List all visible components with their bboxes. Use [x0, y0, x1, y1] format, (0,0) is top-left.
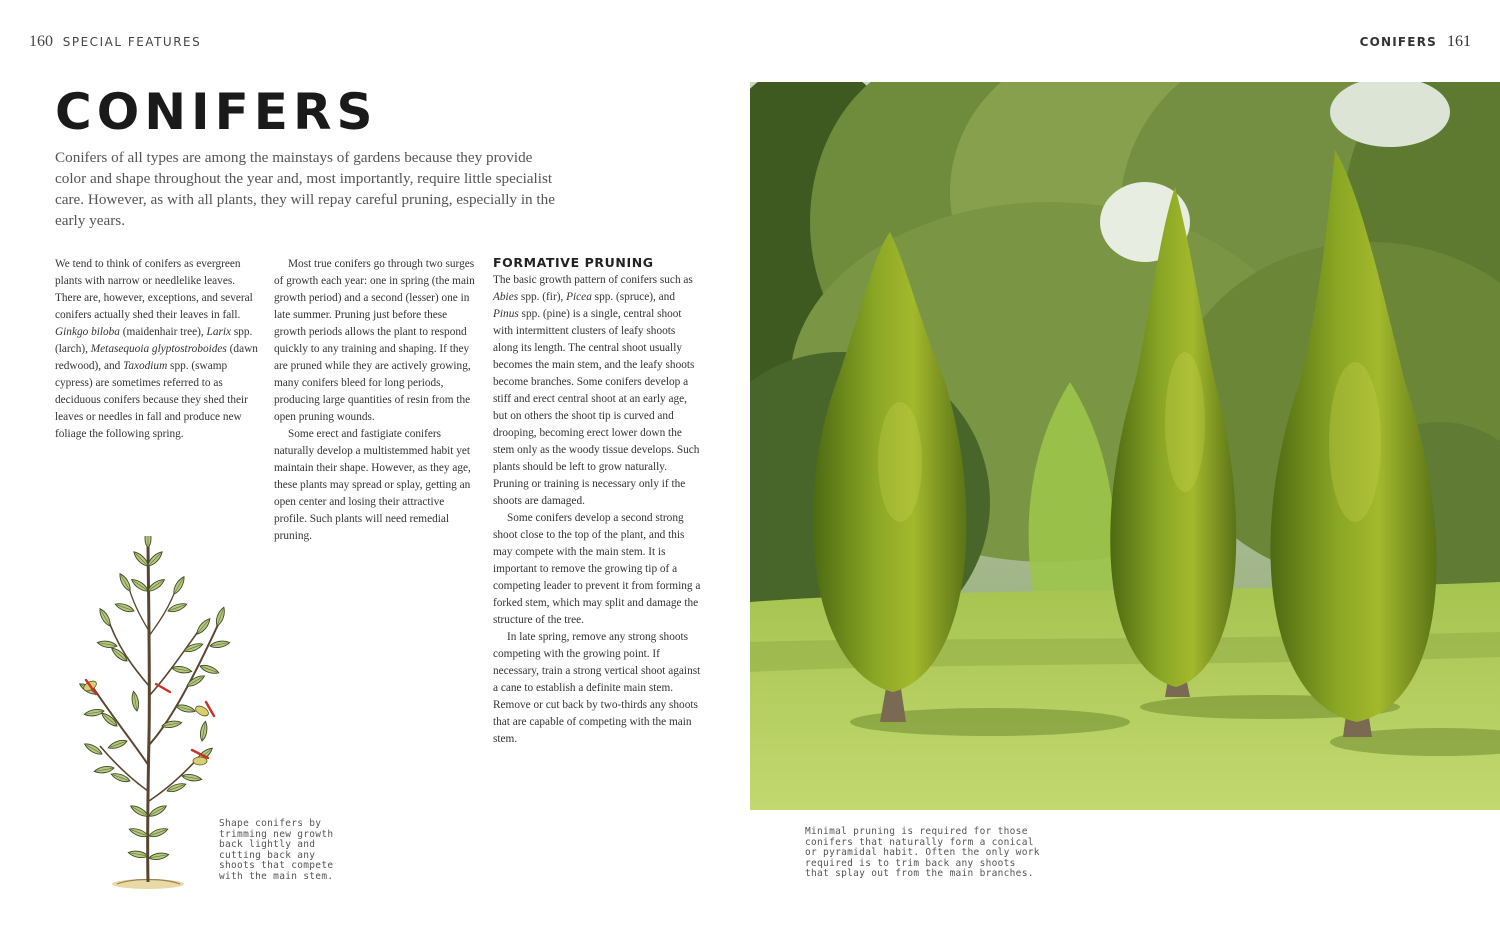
photo-caption: Minimal pruning is required for those conifers that naturally form a conical or pyramidal habit. Often the only work required is to trim back any shoots that splay out from the main branches. [805, 826, 1040, 879]
column1-paragraph: We tend to think of conifers as evergreen plants with narrow or needlelike leaves. There are, however, exceptions, and several conifers actually shed their leaves in fall. Ginkgo biloba (maidenhair tree), Larix spp. (larch), Metasequoia glyptostroboides (dawn redwood), and Taxodium spp. (swamp cypress) are sometimes referred to as deciduous conifers because they shed their leaves or needles in fall and produce new foliage the following spring. [55, 258, 258, 440]
column2-paragraph-2: Some erect and fastigiate conifers naturally develop a multistemmed habit yet maintain their shape. However, as they age, these plants may spread or splay, getting an open center and losing their attractive profile. Such plants will need remedial pruning. [274, 428, 471, 542]
text-column-1 [55, 256, 260, 443]
conifer-branch-illustration [72, 536, 242, 892]
column3-paragraph-1: The basic growth pattern of conifers such as Abies spp. (fir), Picea spp. (spruce), and Pinus spp. (pine) is a single, central shoot with intermittent clusters of leafy shoots along its length. The central shoot usually becomes the main stem, and the leafy shoots become branches. Some conifers develop a stiff and erect central shoot at an early age, but on others the shoot tip is curved and drooping, becoming erect lower down the stem only as the woody tissue develops. Such plants should be left to grow naturally. Pruning or training is necessary only if the shoots are damaged. [493, 274, 700, 507]
column2-paragraph-1: Most true conifers go through two surges of growth each year: one in spring (the main growth period) and a second (lesser) one in late summer. Pruning just before these growth periods allows the plant to respond quickly to any training and shaping. If they are pruned while they are actively growing, many conifers bleed for long periods, producing large quantities of resin from the open pruning wounds. [274, 258, 475, 423]
intro-paragraph: Conifers of all types are among the mainstays of gardens because they provide color and shape throughout the year and, most importantly, require little specialist care. However, as with all plants, they will repay careful pruning, especially in the early years. [55, 149, 555, 229]
text-column-3 [493, 254, 703, 748]
right-section-title: CONIFERS [1359, 35, 1437, 49]
illustration-caption: Shape conifers by trimming new growth back lightly and cutting back any shoots that compete with the main stem. [219, 818, 334, 882]
left-page-number: 160 [29, 33, 53, 50]
left-page-folio [29, 33, 201, 51]
formative-pruning-heading: FORMATIVE PRUNING [493, 255, 654, 270]
left-section-title: SPECIAL FEATURES [62, 35, 202, 49]
column3-paragraph-2: Some conifers develop a second strong shoot close to the top of the plant, and this may compete with the main stem. It is important to remove the growing tip of a competing leader to prevent it from forming a forked stem, which may split and damage the structure of the tree. [493, 512, 701, 626]
page-title: CONIFERS [55, 83, 378, 141]
text-column-2 [274, 256, 479, 545]
right-page-folio [1360, 33, 1471, 51]
column3-paragraph-3: In late spring, remove any strong shoots competing with the growing point. If necessary, train a strong vertical shoot against a cane to establish a definite main stem. Remove or cut back by two-thirds any shoots that are capable of competing with the main stem. [493, 631, 701, 745]
right-page-number: 161 [1447, 33, 1471, 50]
conifers-photograph [750, 82, 1500, 810]
